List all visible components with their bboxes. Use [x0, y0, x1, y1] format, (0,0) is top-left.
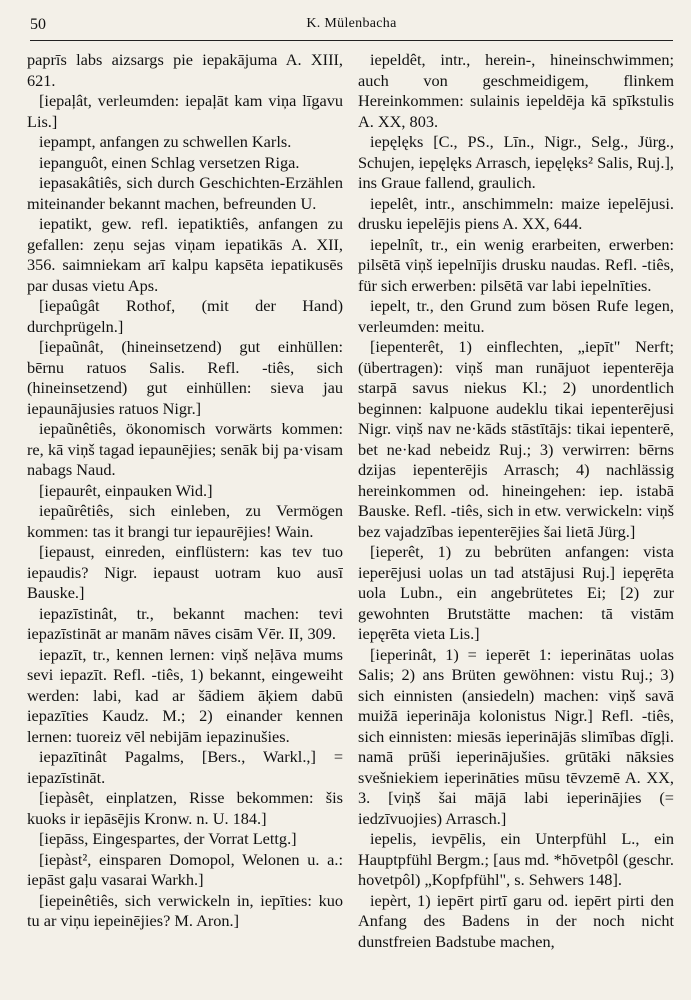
entry: iepazīstinât, tr., bekannt machen: tevi iepazīstināt ar manām nāves cisām Vēr. II, 309.	[27, 603, 343, 643]
entry: [iepaļât, verleumden: iepaļāt kam viņa līgavu Lis.]	[27, 91, 343, 131]
entry: [ieperinât, 1) = ieperēt 1: ieperinātas uolas Salis; 2) ans Brüten gewöhnen: vistu Ruj.; 3) sich einnisten (ansiedeln) machen: viņš savā muižā ieperināja kolonistus Nigr.] Refl. -tiês, sich einnisten: miesās ieperinājās slimības dīgļi. namā prūši ieperinājušies. grūtāki nāksies svešniekiem ieperināties mūsu tēvzemē A. XX, 3. [viņš šai mājā labi ieperinājies (= iedzīvuojies) Arrasch.]	[358, 644, 674, 828]
entry: iepèrt, 1) iepērt pirtī garu od. iepērt pirti den Anfang des Badens in der noch nicht dunstfreien Badstube machen,	[358, 890, 674, 951]
entry: iepaũrêtiês, sich einleben, zu Vermögen kommen: tas it brangi tur iepaurējies! Wain.	[27, 501, 343, 541]
entry: [iepàsêt, einplatzen, Risse bekommen: šis kuoks ir iepāsējis Kronw. n. U. 184.]	[27, 788, 343, 828]
entry: [iepeinêtiês, sich verwickeln in, iepīties: kuo tu ar viņu iepeinējies? M. Aron.]	[27, 890, 343, 930]
entry: [iepàst², einsparen Domopol, Welonen u. a.: iepāst gaļu vasarai Warkh.]	[27, 849, 343, 889]
entry: iepazīt, tr., kennen lernen: viņš neļāva mums sevi iepazīt. Refl. -tiês, 1) bekannt, eingeweiht werden: labi, kad ar šādiem āķiem dabū iepazīties Kaudz. M.; 2) einander kennen lernen: tuoreiz vēl nebijām iepazinušies.	[27, 644, 343, 746]
entry: iepelis, ievpēlis, ein Unterpfühl L., ein Hauptpfühl Bergm.; [aus md. *hōvetpôl (geschr. hovetpôl) „Kopfpfühl", s. Sehwers 148].	[358, 829, 674, 889]
entry: iepasakâtiês, sich durch Geschichten-Erzählen miteinander bekannt machen, befreunden U.	[27, 173, 343, 213]
entry: iepelnît, tr., ein wenig erarbeiten, erwerben: pilsētā viņš iepelnījis drusku naudas. Refl. -tiês, für sich erwerben: pilsētā var labi iepelnīties.	[358, 234, 674, 295]
entry: iepazītinât Pagalms, [Bers., Warkl.,] = iepazīstināt.	[27, 747, 343, 787]
entry: iepatikt, gew. refl. iepatiktiês, anfangen zu gefallen: zeņu sejas viņam iepatikās A. XII, 356. saimniekam arī kalpu kapsēta iepatikusēs par dusas vietu Aps.	[27, 214, 343, 295]
entry: iepelêt, intr., anschimmeln: maize iepelējusi. drusku iepelējis piens A. XX, 644.	[358, 193, 674, 233]
entry: [ieperêt, 1) zu bebrüten anfangen: vista ieperējusi uolas un tad atstājusi Ruj.] iepęrēta uola Lubn., ein angebrütetes Ei; [2) zur gewohnten Brutstätte machen: tā vistām iepęrēta vieta Lis.]	[358, 542, 674, 643]
left-column	[27, 50, 343, 995]
running-head: K. Mülenbacha	[306, 16, 397, 31]
entry: [iepaust, einreden, einflüstern: kas tev tuo iepaudis? Nigr. iepaust uotram kuo ausī Bauske.]	[27, 542, 343, 602]
entry: iepaũnêtiês, ökonomisch vorwärts kommen: re, kā viņš tagad iepaunējies; senāk bij pa·visam nabags Naud.	[27, 419, 343, 479]
entry: iepeldêt, intr., herein-, hineinschwimmen; auch von geschmeidigem, flinkem Hereinkommen: sulainis iepeldēja kā spīkstulis A. XX, 803.	[358, 50, 674, 131]
entry: [iepāss, Eingespartes, der Vorrat Lettg.]	[39, 829, 297, 848]
entry: [iepenterêt, 1) einflechten, „iepīt" Nerft; (übertragen): viņš man runājuot iepenterēja starpā savus niekus Kl.; 2) unordentlich beginnen: kalpuone audeklu tikai iepenterējusi Nigr. viņš nav ne·kāds stāstītājs: tikai iepenterē, bet ne·kad nebeidz Ruj.; 3) verwirren: bērns dzijas iepenterējis Arrasch; 4) nachlässig hereinkommen od. hineingehen: iep. istabā Bauske. Refl. -tiês, sich in etw. verwickeln: viņš bez vajadzības iepenterējies šai lietā Jürg.]	[358, 337, 674, 541]
entry: [iepaurêt, einpauken Wid.]	[39, 480, 213, 500]
entry: paprīs labs aizsargs pie iepakājuma A. XIII, 621.	[27, 50, 343, 90]
entry: [iepaûgât Rothof, (mit der Hand) durchprügeln.]	[27, 296, 343, 336]
right-column	[358, 50, 674, 995]
entry: iepelt, tr., den Grund zum bösen Rufe legen, verleumden: meitu.	[358, 296, 674, 336]
entry: iepanguôt, einen Schlag versetzen Riga.	[39, 152, 300, 172]
page-number: 50	[30, 16, 46, 33]
entry: iepampt, anfangen zu schwellen Karls.	[39, 132, 292, 151]
entry: iepęlęks [C., PS., Līn., Nigr., Selg., Jürg., Schujen, iepęlęks Arrasch, iepęlęks² Salis, Ruj.], ins Graue fallend, graulich.	[358, 132, 674, 192]
page-header	[30, 8, 673, 41]
entry: [iepaũnât, (hineinsetzend) gut einhüllen: bērnu ratuos Salis. Refl. -tiês, sich (hineinsetzend) gut einhüllen: sieva jau iepaunājusies ratuos Nigr.]	[27, 337, 343, 418]
